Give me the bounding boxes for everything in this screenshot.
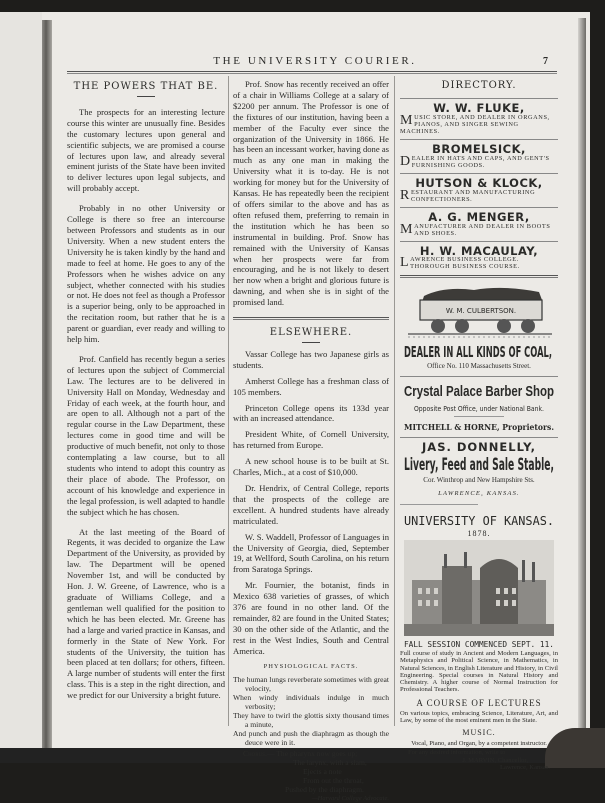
poem-line: Ejects a note: [303, 766, 342, 776]
poem-line: When windy individuals indulge in much verbosity;: [233, 692, 389, 711]
business-name: BROMELSICK,: [432, 141, 526, 156]
business-name: HUTSON & KLOCK,: [415, 175, 543, 190]
business-name: H. W. MACAULAY,: [419, 243, 539, 258]
university-ad-title-box: [404, 511, 554, 529]
heading-dash: [302, 342, 320, 343]
header-rule: [67, 71, 557, 74]
page-edge-shadow: [578, 18, 586, 753]
directory-entry: [400, 175, 558, 203]
poem-line: The pharynx now goes up;: [276, 748, 358, 758]
university-ad-year: 1878.: [467, 529, 491, 539]
stable-ad-title-box: [404, 453, 554, 475]
masthead-title: THE UNIVERSITY COURIER.: [213, 55, 417, 67]
poem-line: The human lungs reverberate sometimes with great velocity,: [233, 674, 389, 693]
stable-ad-address: Cor. Winthrop and New Hampshire Sts.: [423, 476, 535, 485]
university-ad: [400, 511, 558, 771]
barber-ad-title: Crystal Palace Barber Shop: [404, 383, 554, 401]
university-ad-music: Vocal, Piano, and Organ, by a competent instructor.: [411, 740, 547, 748]
university-ad-session: FALL SESSION COMMENCED SEPT. 11.: [404, 638, 554, 649]
university-ad-study: Full course of study in Ancient and Modern Languages, in Metaphysics and Political Science, in Mathematics, in Natural Sciences, in English Literature and History, in Civil Engineering. Special courses in Natural History and Chemistry. A higher course of Normal Instruction for Professional Teachers.: [400, 649, 558, 694]
section-rule: [233, 317, 389, 320]
article-paragraph: Probably in no other University or College is there so free an intercourse between Professors and students as in our University. When a new student enters the University he is taken kindly by the hand and made to feel at home. He goes to any of the Professors when he wishes advice on any subject, whether connected with his studies or not. He does not feel as though a Professor is a superior being, only to be approached in the recitation room, but rather that he is a parent or guardian, ever ready and willing to help him.: [67, 203, 225, 345]
news-item: W. S. Waddell, Professor of Languages in the University of Georgia, died, September 19, at Wellford, South Carolina, on his return from Saratoga Springs.: [233, 531, 389, 575]
poem: [233, 675, 389, 803]
barber-ad-location-box: [414, 403, 544, 414]
barber-ad: [400, 381, 558, 433]
news-item: Dr. Hendrix, of Central College, reports that the prospects of the college are excellent. A hundred students have already matriculated.: [233, 483, 389, 526]
business-desc: RESTAURANT AND MANUFACTURING CONFECTIONERS.: [400, 187, 536, 203]
university-building-illustration: [404, 540, 554, 636]
business-desc: MUSIC STORE, AND DEALER IN ORGANS, PIANOS, AND SINGER SEWING MACHINES.: [400, 112, 550, 135]
university-ad-lectures: On various topics, embracing Science, Literature, Art, and Law, by some of the most eminent men in the State.: [400, 709, 558, 724]
poem-line: And punch and push the diaphragm as though the deuce were in it.: [233, 728, 389, 747]
university-ad-lectures-title: A COURSE OF LECTURES: [416, 697, 542, 708]
directory-entry: [400, 100, 558, 135]
university-ad-info: For any desired information, write to: [408, 749, 506, 757]
university-ad-music-title: MUSIC.: [462, 728, 496, 738]
poem-source: —Harvard College Advocate.: [311, 794, 389, 802]
column-divider: [394, 76, 395, 726]
chorus-label: Chorus.—: [243, 748, 275, 758]
article-paragraph: At the last meeting of the Board of Regents, it was decided to organize the Law Department of the University, as provided by law. The Department will be opened November 1st, and will be conducted by Hon. J. W. Greene, of Lawrence, who is a graduate of Williams College, and a gentleman well qualified for the position to which he has been elected. Mr. Greene has had a large and varied practice in Kansas, and formerly in the State of New York. For students of the University, the tuition has been placed at ten dollars; for others, fifteen. A large number of students will enter the first class. This is a step in the right direction, and we predict for our University a bright future.: [67, 526, 225, 701]
directory-entry: [400, 209, 558, 237]
business-desc: LAWRENCE BUSINESS COLLEGE. THOROUGH BUSINESS COURSE.: [400, 255, 520, 271]
business-desc: MANUFACTURER AND DEALER IN BOOTS AND SHOES.: [400, 221, 551, 237]
barber-ad-proprietors-box: [404, 420, 554, 433]
stable-ad-title: Livery, Feed and Sale Stable,: [404, 455, 554, 476]
heading-dash: [137, 96, 155, 97]
barber-ad-location: Opposite Post Office, under National Bank.: [414, 405, 544, 414]
article-paragraph: The prospects for an interesting lecture course this winter are unusually fine. Besides the customary lectures upon general and scientific subjects, we are promised a course of lectures upon law, and already several eminent jurists of the State have been invited to deliver lectures upon legal subjects, and will probably accept.: [67, 106, 225, 194]
business-desc: DEALER IN HATS AND CAPS, AND GENT'S FURNISHING GOODS.: [400, 153, 550, 169]
coal-ad: [400, 284, 558, 372]
news-item: Amherst College has a freshman class of 105 members.: [233, 375, 389, 397]
news-item: Vassar College has two Japanese girls as students.: [233, 348, 389, 370]
poem-line: Pushed by the diaphragm.: [285, 784, 364, 794]
coal-car-illustration: [404, 284, 554, 342]
news-item: Princeton College opens its 133d year with an increased attendance.: [233, 402, 389, 424]
section-heading: THE POWERS THAT BE.: [73, 81, 219, 92]
stable-ad-city: LAWRENCE, KANSAS.: [438, 490, 520, 498]
stable-ad-name: JAS. DONNELLY,: [422, 440, 536, 455]
coal-car-label: W. M. CULBERTSON.: [445, 307, 517, 316]
directory-entry: [400, 141, 558, 169]
stable-ad: [400, 442, 558, 500]
directory-entry: [400, 243, 558, 271]
article-paragraph: Prof. Snow has recently received an offer of a chair in Williams College at a salary of $2200 per annum. The Professor is one of the fixtures of our institution, having been a member of the Faculty ever since the organization of the University in 1866. He has been an incessant worker, having done as much as any one man in making the University what it is to-day. He is not working for money but for the University of Kansas. He has repeatedly been the recipient of offers similar to the above and has as often refused them, preferring to remain in the institution which he has been so instrumental in building. Prof. Snow has remained with the University of Kansas when her prospects were far from encouraging, and he is not likely to desert her now when a bright and glorious future is dawning, and when she is in sight of the promised land.: [233, 79, 389, 308]
news-item: President White, of Cornell University, has returned from Europe.: [233, 429, 389, 451]
university-ad-contact-city: Lawrence, Kansas.: [500, 764, 550, 772]
column-powers-that-be: [67, 76, 225, 710]
column-directory: [400, 76, 558, 771]
poem-line: From out the throat,: [303, 775, 364, 785]
book-binding: [42, 20, 52, 750]
section-heading: DIRECTORY.: [441, 80, 517, 91]
article-paragraph: Prof. Canfield has recently begun a series of lectures upon the subject of Commercial Law. The lectures are to be delivered in University Hall on Monday, Wednesday and Friday of each week, at the fourth hour, and are open to all. Although not a part of the regular course in the Law Department, these lectures come in good time and will be productive of much benefit, not only to those contemplating a law course, but to all students who intend to adopt this country as their place of abode. The Professor, on account of his knowledge and experience in the legal profession, is well adapted to handle the subject which he has chosen.: [67, 353, 225, 517]
poem-line: They have to twirl the glottis sixty thousand times a minute,: [233, 710, 389, 729]
coal-ad-title-box: [404, 342, 554, 361]
business-name: A. G. MENGER,: [428, 209, 530, 224]
poem-title: PHYSIOLOGICAL FACTS.: [263, 662, 359, 670]
university-ad-session-box: [404, 638, 554, 650]
coal-ad-title: DEALER IN ALL KINDS OF COAL,: [404, 343, 552, 362]
barber-ad-proprietors: MITCHELL & HORNE, Proprietors.: [404, 423, 555, 434]
university-ad-contact-name: J. MARVIN, Chancellor,: [462, 756, 528, 764]
barber-ad-title-box: [404, 381, 554, 401]
page-number: 7: [543, 56, 548, 67]
news-item: A new school house is to be built at St. Charles, Mich., at a cost of $10,000.: [233, 456, 389, 478]
column-elsewhere: [233, 76, 389, 803]
business-name: W. W. FLUKE,: [433, 100, 525, 115]
column-divider: [228, 76, 229, 726]
section-heading: ELSEWHERE.: [269, 327, 353, 339]
news-item: Mr. Fournier, the botanist, finds in Mexico 638 varieties of grasses, of which 376 are found in no other land. Of the remainder, 82 are found in the United States; 30 on the other side of the Atlantic, and the rest in the West Indies, South and Central America.: [233, 580, 389, 656]
facing-page-edge: [0, 12, 42, 750]
university-ad-title: UNIVERSITY OF KANSAS.: [404, 513, 554, 529]
poem-line: The larynx, with a slam,: [293, 757, 367, 767]
coal-ad-office: Office No. 110 Massachusetts Street.: [427, 362, 531, 371]
